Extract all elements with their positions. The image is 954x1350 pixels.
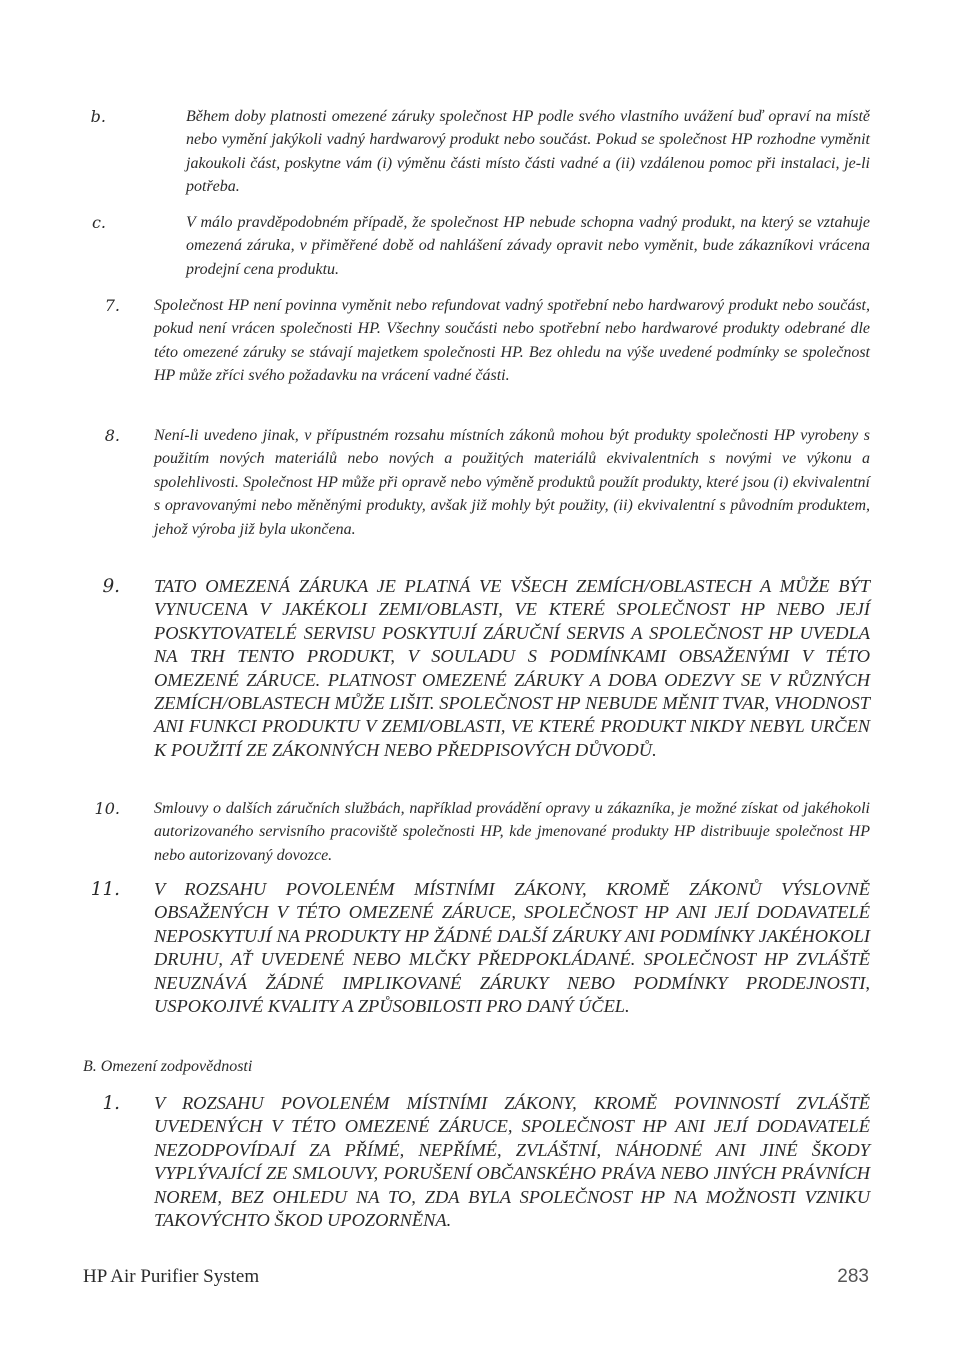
item-number: 9. xyxy=(102,576,120,597)
item-text: Během doby platnosti omezené záruky společnost HP podle svého vlastního uvážení buď opraví na místě nebo vymění jakýkoli vadný hardwarový produkt nebo součást. Pokud se společnost HP rozhodne vyměnit jakoukoli část, poskytne vám (i) výměnu části místo části vadné a (ii) vzdálenou pomoc při instalaci, je-li potřeba. xyxy=(186,108,870,196)
item-text: V málo pravděpodobném případě, že společnost HP nebude schopna vadný produkt, na který se vztahuje omezená záruka, v přiměřené době od nahlášení závady opravit nebo vyměnit, bude zákazníkovi vrácena prodejní cena produktu. xyxy=(186,214,870,278)
item-number: 11. xyxy=(90,879,120,900)
item-text: Není-li uvedeno jinak, v přípustném rozsahu místních zákonů mohou být produkty společnosti HP vyrobeny s použitím nových materiálů nebo nových a použitých materiálů ekvivalentních s novými ve výkonu a spolehlivosti. Společnost HP může při opravě nebo výměně produktů použít produkty, které jsou (i) ekvivalentní s opravovanými nebo měněnými produkty, avšak již mohly být použity, (ii) ekvivalentní s původním produktem, jehož výroba již byla ukončena. xyxy=(154,427,870,538)
item-text: V ROZSAHU POVOLENÉM MÍSTNÍMI ZÁKONY, KROMĚ POVINNOSTÍ ZVLÁŠTĚ UVEDENÝCH V TÉTO OMEZENÉ ZÁRUCE, SPOLEČNOST HP ANI JEJÍ DODAVATELÉ NEZODPOVÍDAJÍ ZA PŘÍMÉ, NEPŘÍMÉ, ZVLÁŠTNÍ, NÁHODNÉ ANI JINÉ ŠKODY VYPLÝVAJÍCÍ ZE SMLOUVY, PORUŠENÍ OBČANSKÉHO PRÁVA NEBO JINÝCH PRÁVNÍCH NOREM, BEZ OHLEDU NA TO, ZDA BYLA SPOLEČNOST HP NA MOŽNOSTI VZNIKU TAKOVÝCHTO ŠKOD UPOZORNĚNA. xyxy=(154,1093,870,1231)
item-text: Smlouvy o dalších záručních službách, například provádění opravy u zákazníka, je možné získat od jakéhokoli autorizovaného servisního pracoviště společnosti HP, kde jmenované produkty HP distribuuje společnost HP nebo autorizovaný dovozce. xyxy=(154,800,870,864)
page-number: 283 xyxy=(837,1266,869,1287)
item-text: V ROZSAHU POVOLENÉM MÍSTNÍMI ZÁKONY, KROMĚ ZÁKONŮ VÝSLOVNĚ OBSAŽENÝCH V TÉTO OMEZENÉ ZÁRUCE, SPOLEČNOST HP ANI JEJÍ DODAVATELÉ NEPOSKYTUJÍ NA PRODUKTY HP ŽÁDNÉ DALŠÍ ZÁRUKY ANI PODMÍNKY JAKÉHOKOLI DRUHU, AŤ UVEDENÉ NEBO MLČKY PŘEDPOKLÁDANÉ. SPOLEČNOST HP ZVLÁŠTĚ NEUZNÁVÁ ŽÁDNÉ IMPLIKOVANÉ ZÁRUKY NEBO PODMÍNKY PRODEJNOSTI, USPOKOJIVÉ KVALITY A ZPŮSOBILOSTI PRO DANÝ ÚČEL. xyxy=(154,879,870,1017)
item-number: 1. xyxy=(102,1093,120,1114)
item-number: 8. xyxy=(104,426,120,445)
item-text: Společnost HP není povinna vyměnit nebo refundovat vadný spotřební nebo hardwarový produkt nebo součást, pokud není vrácen společnosti HP. Všechny součásti nebo spotřební nebo hardwarové produkty odebrané dle této omezené záruky se stávají majetkem společnosti HP. Bez ohledu na výše uvedené podmínky se společnost HP může zříci svého požadavku na vrácení vadné části. xyxy=(154,297,870,385)
section-heading: B. Omezení zodpovědnosti xyxy=(83,1058,253,1075)
item-number: 10. xyxy=(94,799,120,818)
footer-title: HP Air Purifier System xyxy=(83,1266,260,1287)
item-number: c. xyxy=(91,213,106,232)
item-text: TATO OMEZENÁ ZÁRUKA JE PLATNÁ VE VŠECH ZEMÍCH/OBLASTECH A MŮŽE BÝT VYNUCENA V JAKÉKOLI ZEMI/OBLASTI, VE KTERÉ SPOLEČNOST HP NEBO JEJÍ POSKYTOVATELÉ SERVISU POSKYTUJÍ ZÁRUČNÍ SERVIS A SPOLEČNOST HP UVEDLA NA TRH TENTO PRODUKT, V SOULADU S PODMÍNKAMI OBSAŽENÝMI V TÉTO OMEZENÉ ZÁRUCE. PLATNOST OMEZENÉ ZÁRUKY A DOBA ODEZVY SE V RŮZNÝCH ZEMÍCH/OBLASTECH MŮŽE LIŠIT. SPOLEČNOST HP NEBUDE MĚNIT TVAR, VHODNOST ANI FUNKCI PRODUKTU V ZEMI/OBLASTI, VE KTERÉ PRODUKT NIKDY NEBYL URČEN K POUŽITÍ ZE ZÁKONNÝCH NEBO PŘEDPISOVÝCH DŮVODŮ. xyxy=(154,576,870,760)
item-number: 7. xyxy=(104,296,120,315)
item-number: b. xyxy=(90,107,106,126)
